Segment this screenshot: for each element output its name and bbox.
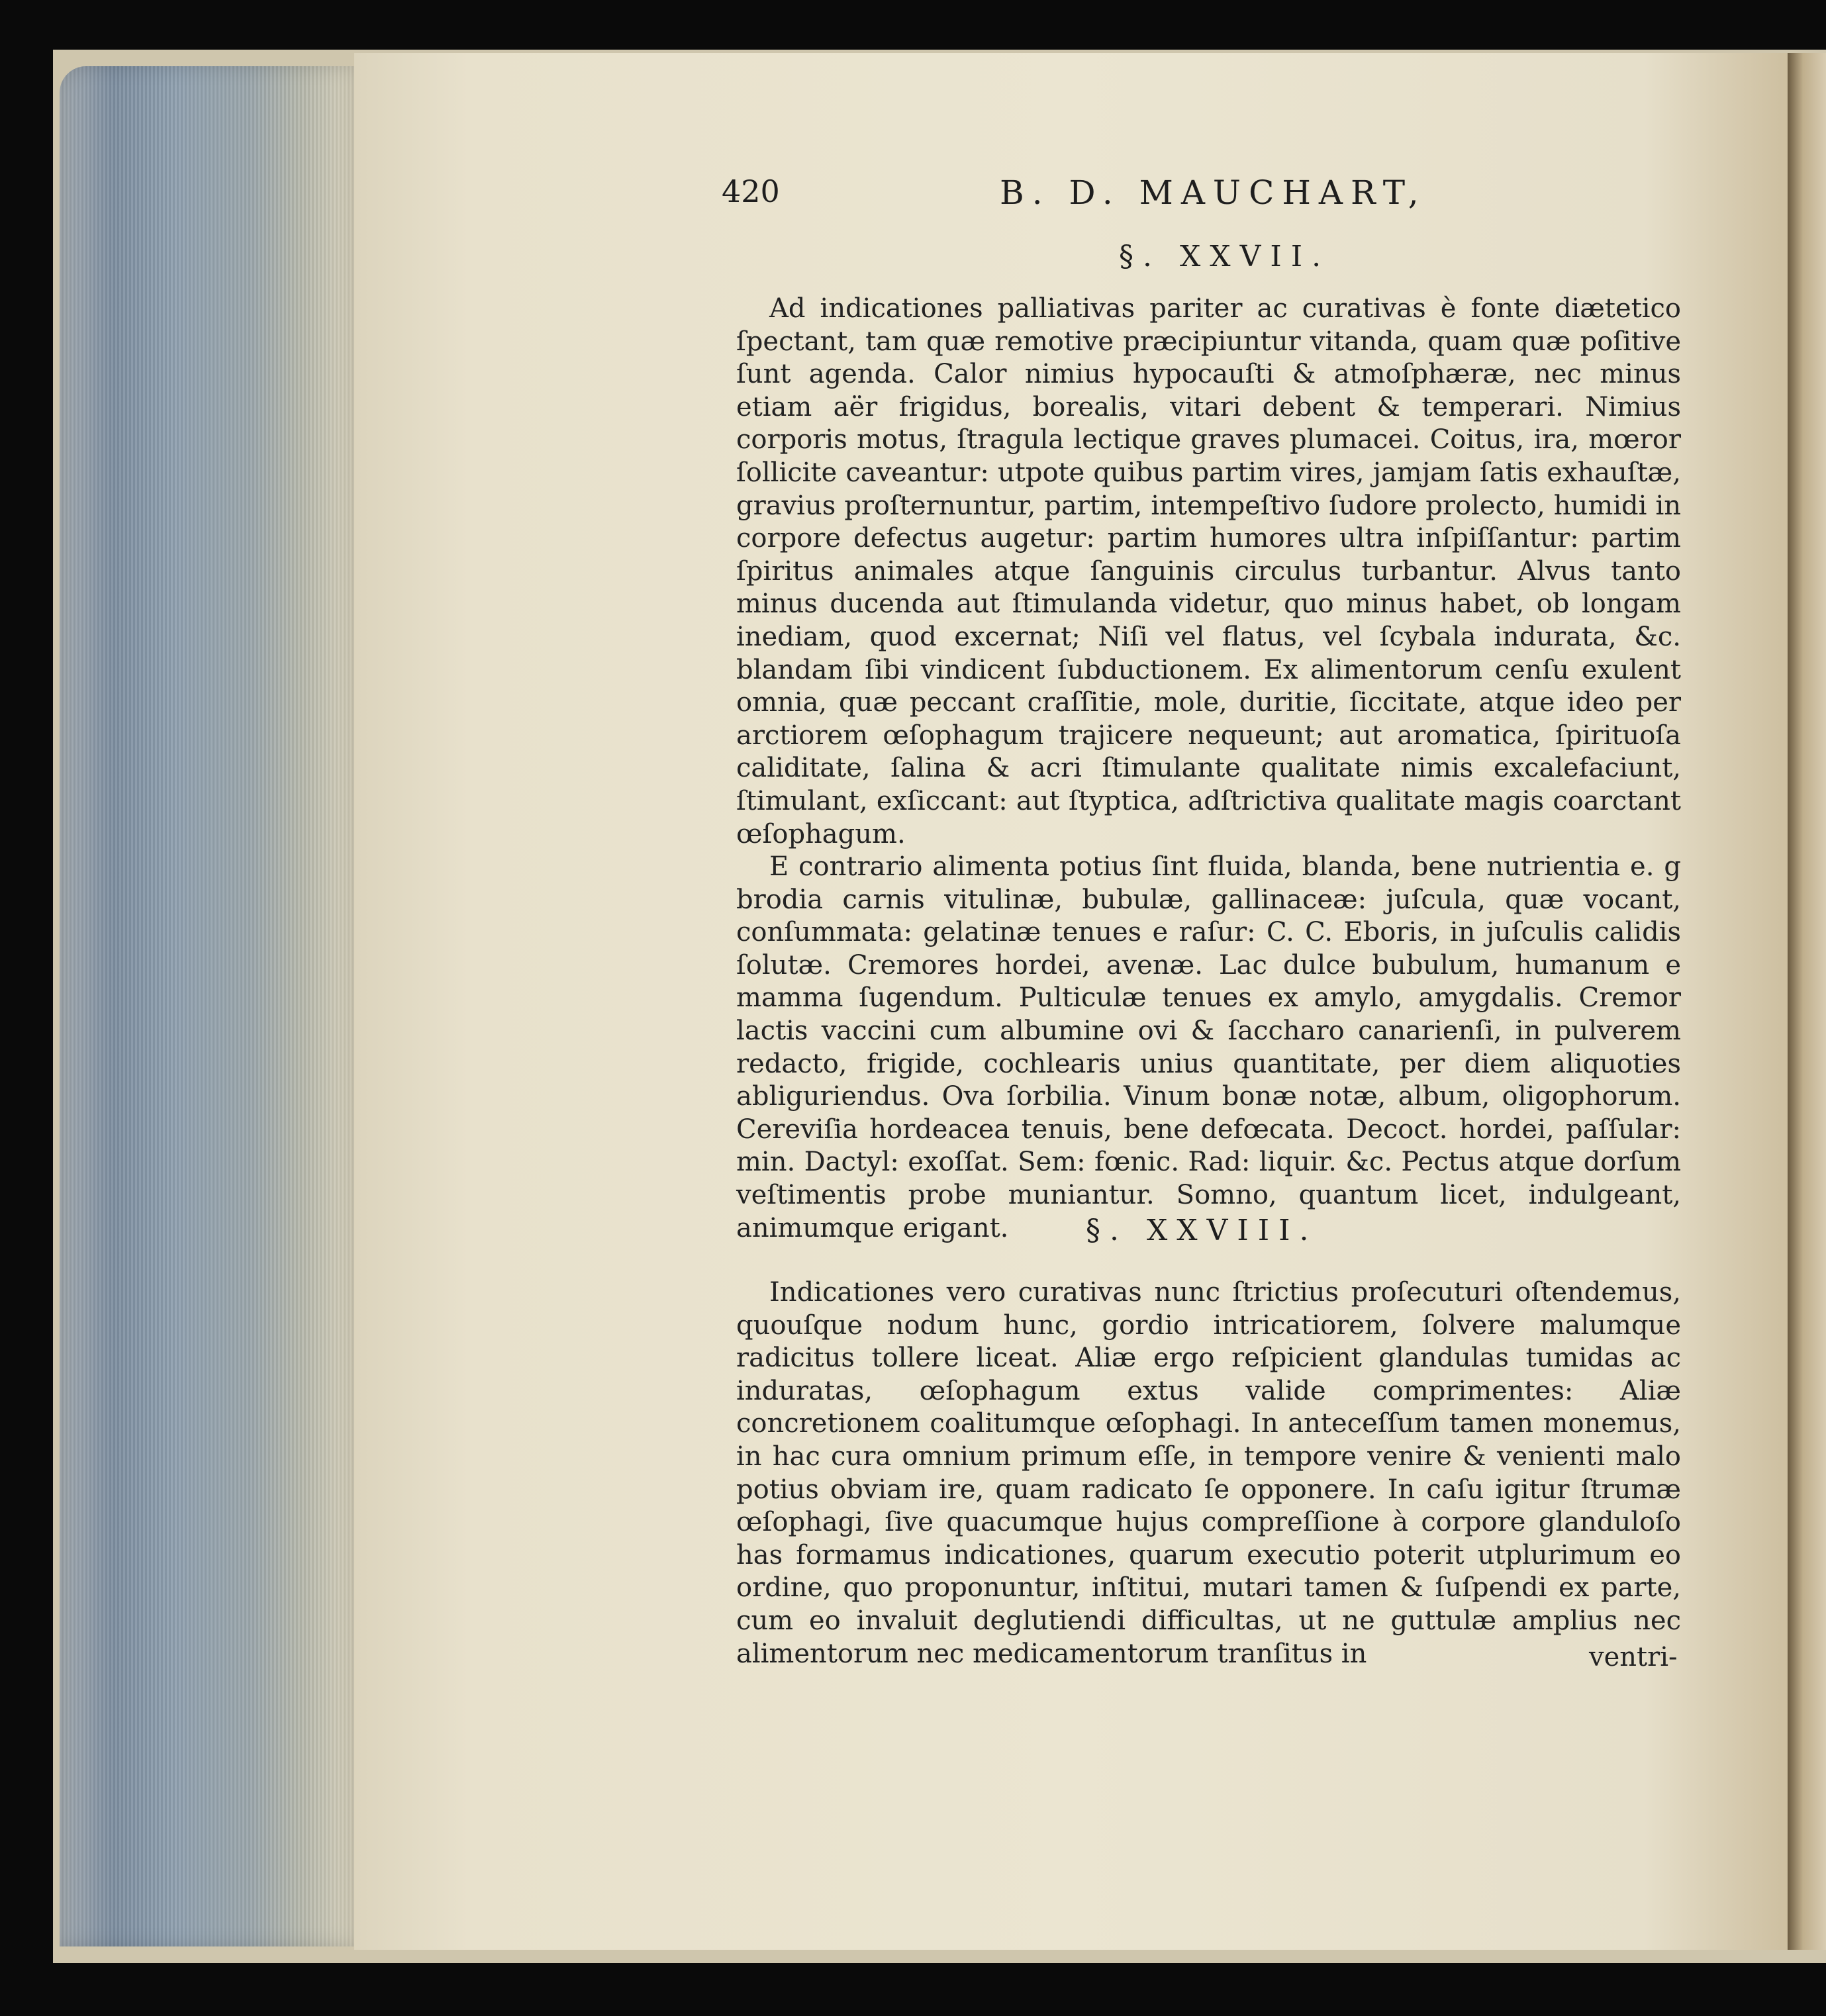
page-edges [60, 66, 354, 1946]
running-head: B. D. MAUCHART, [1000, 173, 1427, 212]
section-body [736, 293, 1681, 1245]
section-title: §. XXVIII. [1086, 1214, 1318, 1247]
section-body [736, 1276, 1681, 1670]
paragraph: Indicationes vero curativas nunc ſtrictius proſecuturi oſtendemus, quouſque nodum hunc, gordio intricatiorem, ſolvere malumque radicitus tollere liceat. Aliæ ergo reſpicient glandulas tumidas ac induratas, œſophagum extus valide comprimentes: Aliæ concretionem coalitumque œſophagi. In anteceſſum tamen monemus, in hac cura omnium primum eſſe, in tempore venire & venienti malo potius obviam ire, quam radicato ſe opponere. In caſu igitur ſtrumæ œſophagi, ſive quacumque hujus compreſſione à corpore glanduloſo has formamus indicationes, quarum executio poterit utplurimum eo ordine, quo proponuntur, inſtitui, mutari tamen & ſuſpendi ex parte, cum eo invaluit deglutiendi difficultas, ut ne guttulæ amplius nec alimentorum nec medicamentorum tranſitus in [736, 1277, 1681, 1669]
page-header [722, 173, 1668, 213]
paragraph: Ad indicationes palliativas pariter ac curativas è fonte diætetico ſpectant, tam quæ remotive præcipiuntur vitanda, quam quæ poſitive ſunt agenda. Calor nimius hypocauſti & atmoſphæræ, nec minus etiam aër frigidus, borealis, vitari debent & temperari. Nimius corporis motus, ſtragula lectique graves plumacei. Coitus, ira, mœror ſollicite caveantur: utpote quibus partim vires, jamjam ſatis exhauſtæ, gravius proſternuntur, partim, intempeſtivo ſudore prolecto, humidi in corpore defectus augetur: partim humores ultra inſpiſſantur: partim ſpiritus animales atque ſanguinis circulus turbantur. Alvus tanto minus ducenda aut ſtimulanda videtur, quo minus habet, ob longam inediam, quod excernat; Niſi vel flatus, vel ſcybala indurata, &c. blandam ſibi vindicent ſubductionem. Ex alimentorum cenſu exulent omnia, quæ peccant craſſitie, mole, duritie, ſiccitate, atque ideo per arctiorem œſophagum trajicere nequeunt; aut aromatica, ſpirituoſa caliditate, ſalina & acri ſtimulante qualitate nimis excalefaciunt, ſtimulant, exſiccant: aut ſtyptica, adſtrictiva qualitate magis coarctant œſophagum. [736, 293, 1681, 849]
catchword: ventri- [1589, 1642, 1678, 1672]
paragraph: E contrario alimenta potius ſint fluida, blanda, bene nutrientia e. g brodia carnis vitulinæ, bubulæ, gallinaceæ: juſcula, quæ vocant, conſummata: gelatinæ tenues e raſur: C. C. Eboris, in juſculis calidis ſolutæ. Cremores hordei, avenæ. Lac dulce bubulum, humanum e mamma ſugendum. Pulticulæ tenues ex amylo, amygdalis. Cremor lactis vaccini cum albumine ovi & ſaccharo canarienſi, in pulverem redacto, frigide, cochlearis unius quantitate, per diem aliquoties abliguriendus. Ova ſorbilia. Vinum bonæ notæ, album, oligophorum. Cereviſia hordeacea tenuis, bene defœcata. Decoct. hordei, paſſular: min. Dactyl: exoſſat. Sem: fœnic. Rad: liquir. &c. Pectus atque dorſum veſtimentis probe muniantur. Somno, quantum licet, indulgeant, animumque erigant. [736, 851, 1681, 1243]
facing-page-edge [1788, 53, 1826, 1950]
page-number: 420 [722, 173, 780, 209]
section-title: §. XXVII. [1119, 240, 1331, 273]
